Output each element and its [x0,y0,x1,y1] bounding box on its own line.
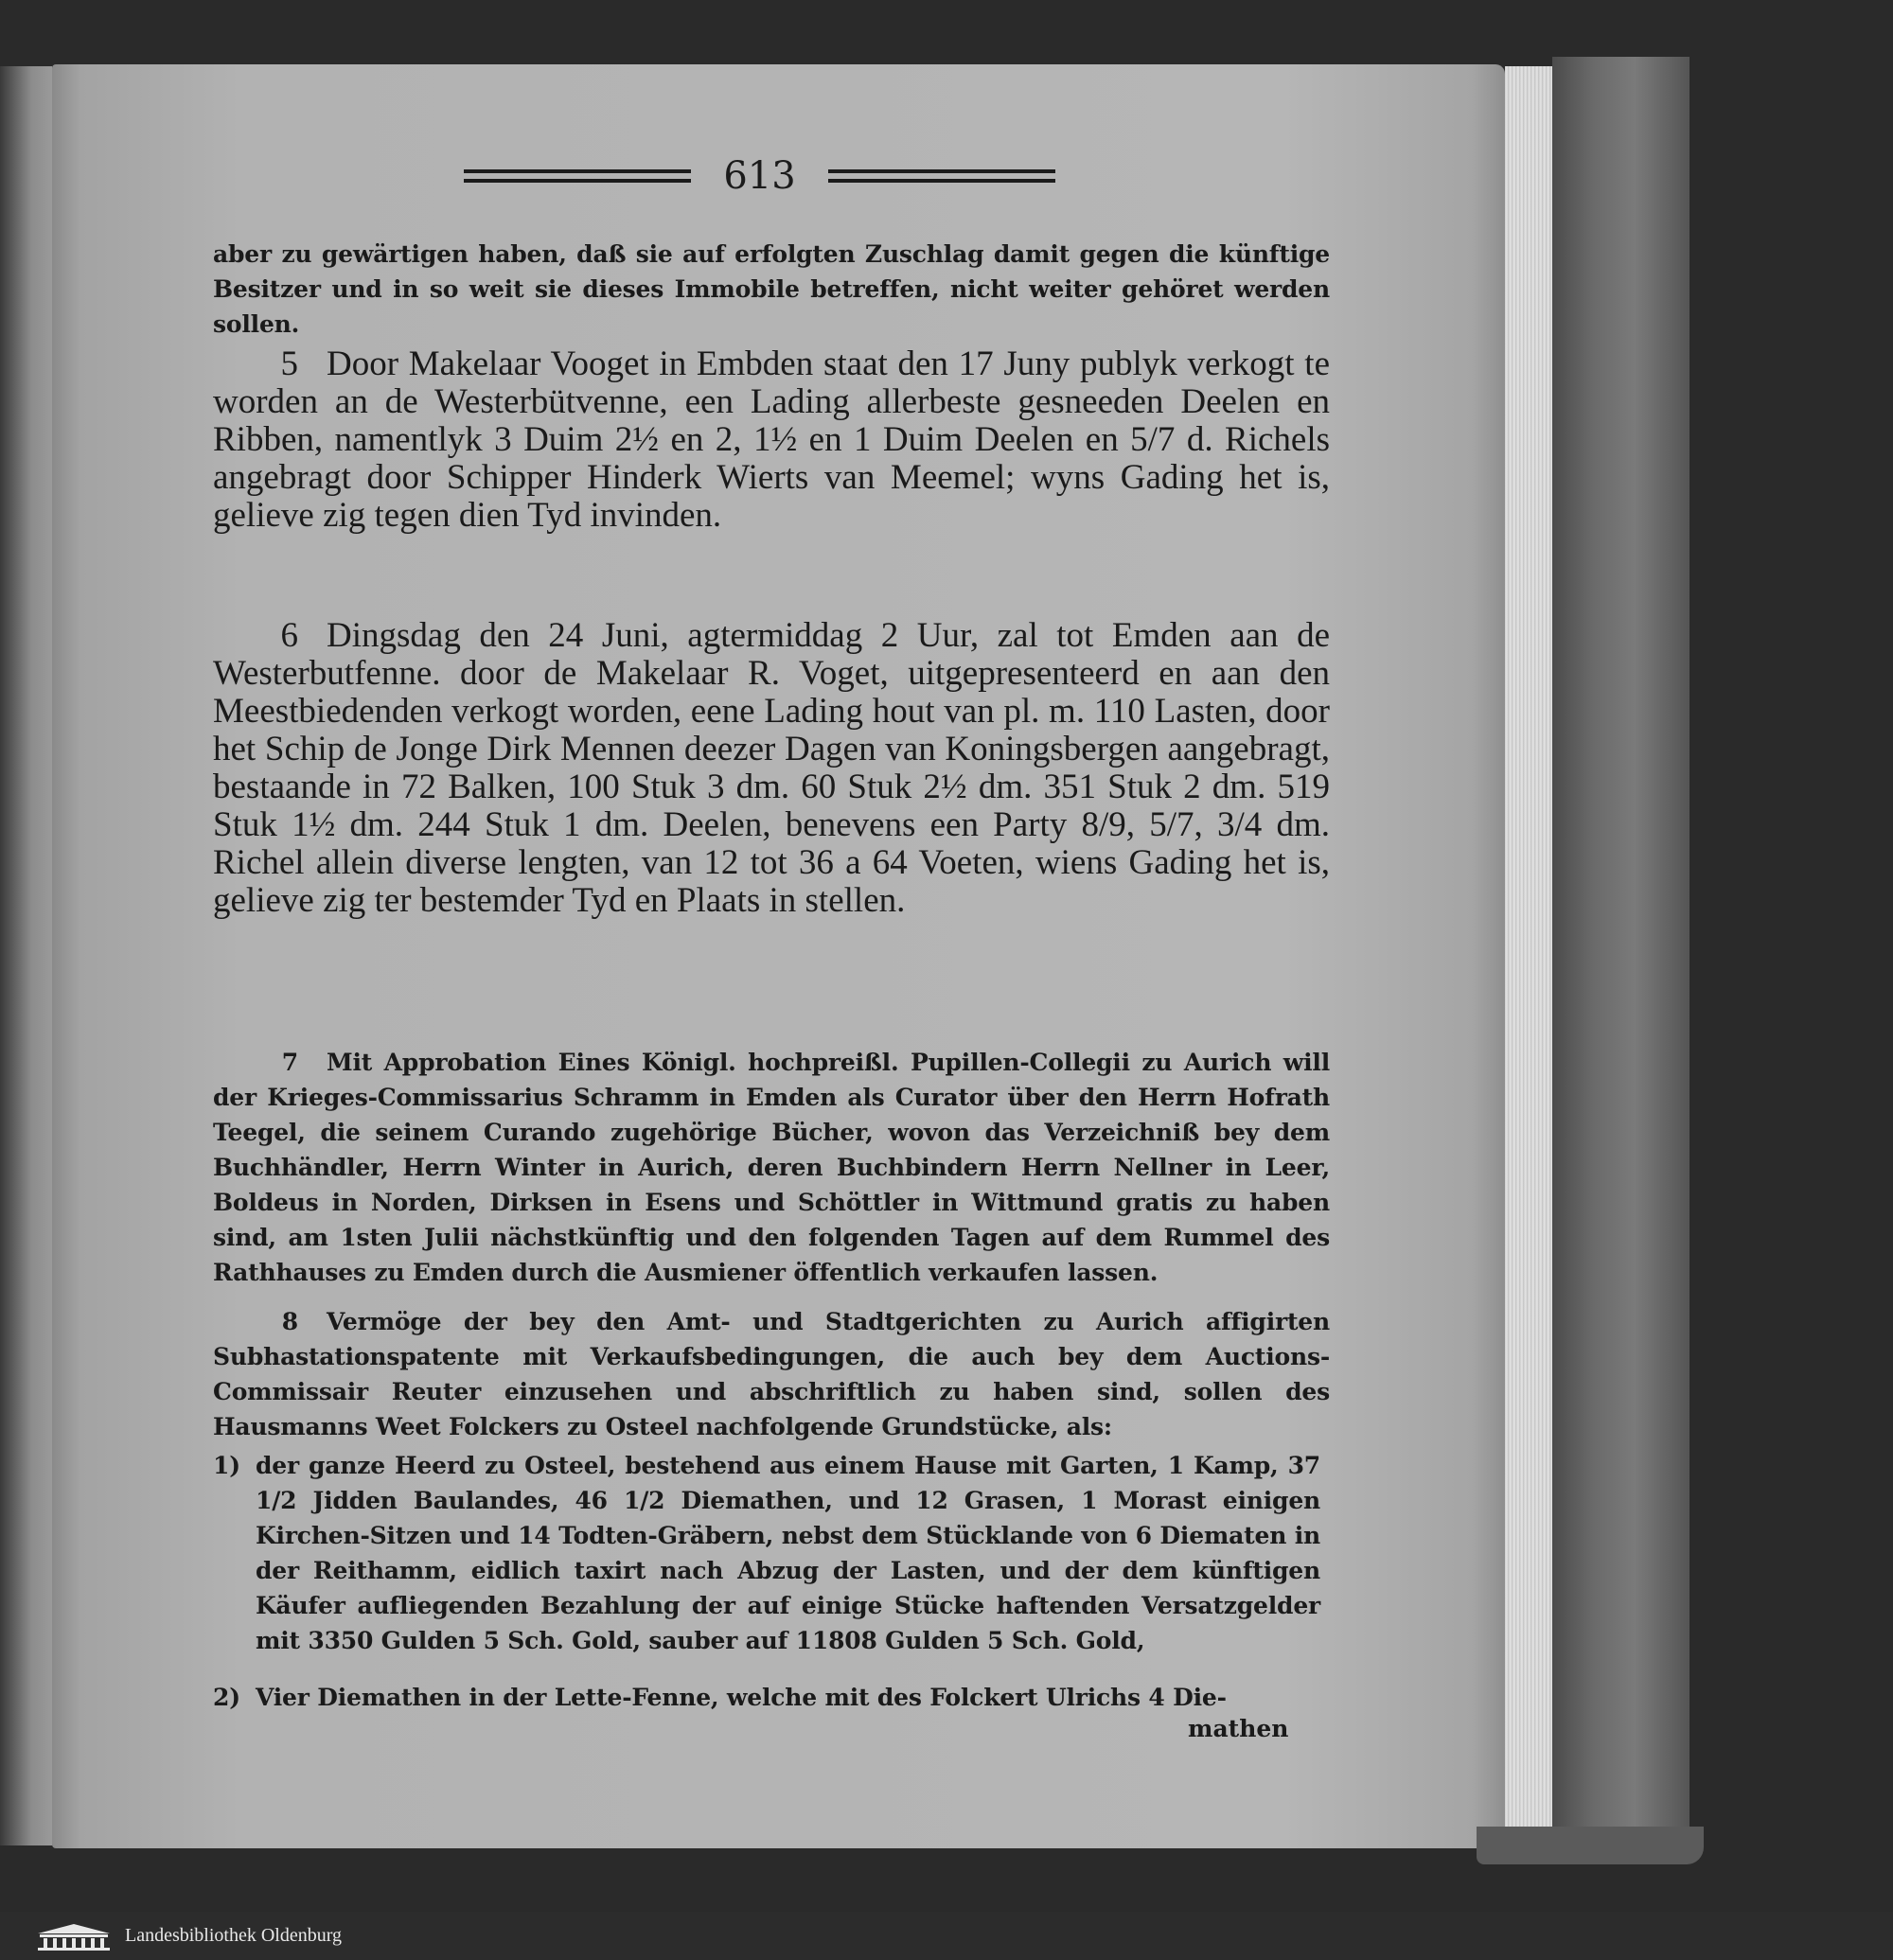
catchword: mathen [1188,1715,1289,1742]
paragraph-5 [213,345,1330,535]
library-building-icon [36,1922,112,1951]
list-item-text: Vier Diemathen in der Lette-Fenne, welche mit des Folckert Ulrichs 4 Die- [256,1684,1227,1711]
header-rule-right [828,169,1055,183]
paragraph-number: 7 [281,1049,298,1076]
paragraph-text: Dingsdag den 24 Juni, agtermiddag 2 Uur, zal tot Emden aan de Westerbutfenne. door de Makelaar R. Voget, uitgepresenteerd en aan den Meestbiedenden verkogt worden, eene Lading hout van pl. m. 110 Lasten, door het Schip de Jonge Dirk Mennen deezer Dagen van Koningsbergen aangebragt, bestaande in 72 Balken, 100 Stuk 3 dm. 60 Stuk 2½ dm. 351 Stuk 2 dm. 519 Stuk 1½ dm. 244 Stuk 1 dm. Deelen, benevens een Party 8/9, 5/7, 3/4 dm. Richel allein diverse lengten, van 12 tot 36 a 64 Voeten, wiens Gading het is, gelieve zig ter bestemder Tyd en Plaats in stellen. [213,616,1330,920]
paragraph-8 [213,1304,1330,1444]
footer-bar [0,1912,1893,1960]
page-block-edge [1505,66,1552,1845]
page-number: 613 [723,154,796,198]
book-cover-side [1552,57,1690,1855]
intro-paragraph: aber zu gewärtigen haben, daß sie auf erfolgten Zuschlag damit gegen die künftige Besitzer und in so weit sie dieses Immobile betreffen, nicht weiter gehöret werden sollen. [213,240,1330,338]
list-marker: 2) [213,1684,240,1711]
page-header [464,150,1055,203]
list-item [213,1448,1320,1658]
header-rule-left [464,169,691,183]
paragraph-7 [213,1045,1330,1290]
list-item [213,1680,1320,1715]
library-name: Landesbibliothek Oldenburg [125,1925,343,1946]
paragraph-number: 8 [281,1308,298,1335]
left-page-edge [0,66,52,1845]
book-cover-corner [1477,1827,1704,1864]
paragraph-text: Mit Approbation Eines Königl. hochpreißl. Pupillen-Collegii zu Aurich will der Krieges-Commissarius Schramm in Emden als Curator über den Herrn Hofrath Teegel, die seinem Curando zugehörige Bücher, wovon das Verzeichniß bey dem Buchhändler, Herrn Winter in Aurich, deren Buchbindern Herrn Nellner in Leer, Boldeus in Norden, Dirksen in Esens und Schöttler in Wittmund gratis zu haben sind, am 1sten Julii nächstkünftig und den folgenden Tagen auf dem Rummel des Rathhauses zu Emden durch die Ausmiener öffentlich verkaufen lassen. [213,1049,1330,1286]
paragraph-number: 6 [280,616,298,655]
list-item-text: der ganze Heerd zu Osteel, bestehend aus einem Hause mit Garten, 1 Kamp, 37 1/2 Jidden Baulandes, 46 1/2 Diemathen, und 12 Grasen, 1 Morast einigen Kirchen-Sitzen und 14 Todten-Gräbern, nebst dem Stücklande von 6 Diematen in der Reithamm, eidlich taxirt nach Abzug der Lasten, und der dem künftigen Käufer aufliegenden Bezahlung der auf einige Stücke haftenden Versatzgelder mit 3350 Gulden 5 Sch. Gold, sauber auf 11808 Gulden 5 Sch. Gold, [256,1452,1320,1654]
list-marker: 1) [213,1452,240,1479]
paragraph-text: Vermöge der bey den Amt- und Stadtgerichten zu Aurich affigirten Subhastationspatente mit Verkaufsbedingungen, die auch bey dem Auctions-Commissair Reuter einzusehen und abschriftlich zu haben sind, sollen des Hausmanns Weet Folckers zu Osteel nachfolgende Grundstücke, als: [213,1308,1330,1440]
paragraph-text: Door Makelaar Vooget in Embden staat den 17 Juny publyk verkogt te worden an de Westerbütvenne, een Lading allerbeste gesneeden Deelen en Ribben, namentlyk 3 Duim 2½ en 2, 1½ en 1 Duim Deelen en 5/7 d. Richels angebragt door Schipper Hinderk Wierts van Meemel; wyns Gading het is, gelieve zig tegen dien Tyd invinden. [213,344,1330,535]
paragraph-6 [213,617,1330,920]
paragraph-number: 5 [280,344,298,383]
